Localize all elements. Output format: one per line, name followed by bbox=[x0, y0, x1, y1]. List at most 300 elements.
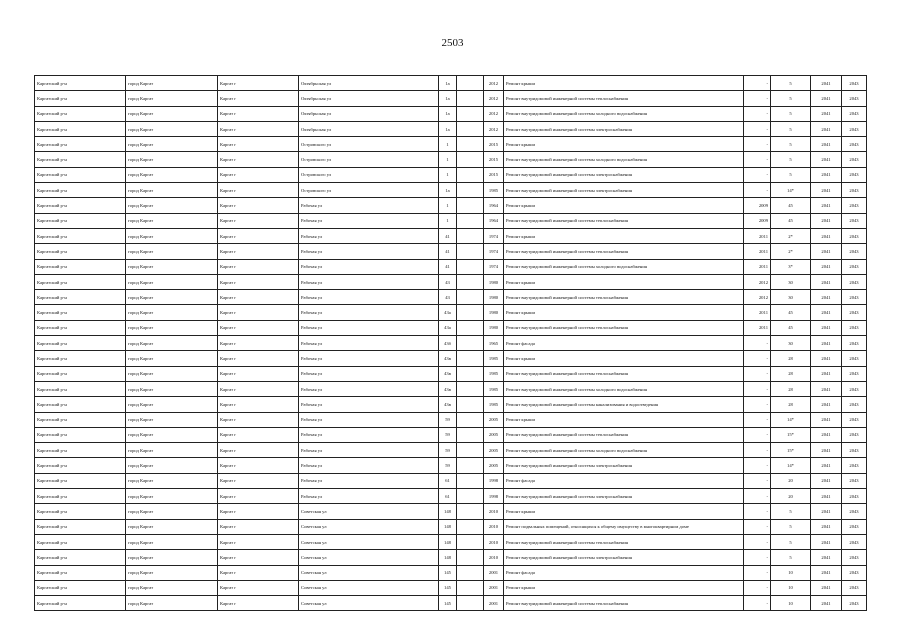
year-built-cell: 2012 bbox=[484, 121, 504, 136]
settlement-cell: Каргат г bbox=[218, 259, 299, 274]
district-cell: Каргатский р-н bbox=[35, 76, 126, 91]
street-cell: Советская ул bbox=[299, 519, 439, 534]
table-row bbox=[35, 580, 867, 595]
work-type-cell: Ремонт крыши bbox=[504, 228, 744, 243]
plan-start-cell: 2041 bbox=[811, 228, 842, 243]
municipality-cell: город Каргат bbox=[126, 290, 218, 305]
work-type-cell: Ремонт внутридомовой инженерной системы теплоснабжения bbox=[504, 427, 744, 442]
street-cell: Рабочая ул bbox=[299, 489, 439, 504]
table-row bbox=[35, 534, 867, 549]
wear-cell: 14* bbox=[771, 183, 811, 198]
wear-cell: 5 bbox=[771, 152, 811, 167]
street-cell: Советская ул bbox=[299, 580, 439, 595]
year-built-cell: 2015 bbox=[484, 167, 504, 182]
wear-cell: 28 bbox=[771, 351, 811, 366]
table-row bbox=[35, 290, 867, 305]
last-repair-cell: 2012 bbox=[744, 274, 771, 289]
municipality-cell: город Каргат bbox=[126, 458, 218, 473]
year-built-cell: 1974 bbox=[484, 259, 504, 274]
year-built-cell: 1980 bbox=[484, 320, 504, 335]
plan-end-cell: 2043 bbox=[842, 351, 867, 366]
year-built-cell: 2010 bbox=[484, 519, 504, 534]
last-repair-cell: - bbox=[744, 137, 771, 152]
plan-start-cell: 2041 bbox=[811, 397, 842, 412]
work-type-cell: Ремонт внутридомовой инженерной системы теплоснабжения bbox=[504, 320, 744, 335]
work-type-cell: Ремонт внутридомовой инженерной системы электроснабжения bbox=[504, 489, 744, 504]
wear-cell: 5 bbox=[771, 534, 811, 549]
year-built-cell: 2010 bbox=[484, 504, 504, 519]
building-cell bbox=[457, 458, 484, 473]
street-cell: Рабочая ул bbox=[299, 458, 439, 473]
settlement-cell: Каргат г bbox=[218, 336, 299, 351]
municipality-cell: город Каргат bbox=[126, 244, 218, 259]
building-cell bbox=[457, 443, 484, 458]
last-repair-cell: - bbox=[744, 596, 771, 611]
street-cell: Рабочая ул bbox=[299, 336, 439, 351]
settlement-cell: Каргат г bbox=[218, 244, 299, 259]
table-row bbox=[35, 198, 867, 213]
plan-end-cell: 2043 bbox=[842, 534, 867, 549]
plan-start-cell: 2041 bbox=[811, 137, 842, 152]
plan-start-cell: 2041 bbox=[811, 183, 842, 198]
year-built-cell: 1980 bbox=[484, 274, 504, 289]
municipality-cell: город Каргат bbox=[126, 121, 218, 136]
table-row bbox=[35, 121, 867, 136]
municipality-cell: город Каргат bbox=[126, 152, 218, 167]
municipality-cell: город Каргат bbox=[126, 336, 218, 351]
municipality-cell: город Каргат bbox=[126, 76, 218, 91]
house-cell: 148 bbox=[439, 550, 457, 565]
plan-start-cell: 2041 bbox=[811, 152, 842, 167]
settlement-cell: Каргат г bbox=[218, 473, 299, 488]
work-type-cell: Ремонт крыши bbox=[504, 351, 744, 366]
plan-end-cell: 2043 bbox=[842, 381, 867, 396]
settlement-cell: Каргат г bbox=[218, 198, 299, 213]
last-repair-cell: - bbox=[744, 106, 771, 121]
plan-start-cell: 2041 bbox=[811, 412, 842, 427]
year-built-cell: 2012 bbox=[484, 91, 504, 106]
year-built-cell: 2005 bbox=[484, 412, 504, 427]
year-built-cell: 2010 bbox=[484, 534, 504, 549]
year-built-cell: 2001 bbox=[484, 596, 504, 611]
municipality-cell: город Каргат bbox=[126, 550, 218, 565]
street-cell: Рабочая ул bbox=[299, 320, 439, 335]
plan-end-cell: 2043 bbox=[842, 504, 867, 519]
settlement-cell: Каргат г bbox=[218, 366, 299, 381]
house-cell: 61 bbox=[439, 489, 457, 504]
wear-cell: 14* bbox=[771, 412, 811, 427]
house-cell: 145 bbox=[439, 580, 457, 595]
building-cell bbox=[457, 183, 484, 198]
district-cell: Каргатский р-н bbox=[35, 366, 126, 381]
municipality-cell: город Каргат bbox=[126, 305, 218, 320]
plan-start-cell: 2041 bbox=[811, 76, 842, 91]
building-cell bbox=[457, 228, 484, 243]
last-repair-cell: - bbox=[744, 580, 771, 595]
municipality-cell: город Каргат bbox=[126, 198, 218, 213]
house-cell: 43в bbox=[439, 366, 457, 381]
wear-cell: 15* bbox=[771, 443, 811, 458]
work-type-cell: Ремонт внутридомовой инженерной системы теплоснабжения bbox=[504, 91, 744, 106]
street-cell: Рабочая ул bbox=[299, 259, 439, 274]
year-built-cell: 1985 bbox=[484, 366, 504, 381]
settlement-cell: Каргат г bbox=[218, 152, 299, 167]
plan-end-cell: 2043 bbox=[842, 443, 867, 458]
building-cell bbox=[457, 305, 484, 320]
work-type-cell: Ремонт фасада bbox=[504, 473, 744, 488]
plan-start-cell: 2041 bbox=[811, 320, 842, 335]
settlement-cell: Каргат г bbox=[218, 290, 299, 305]
plan-end-cell: 2043 bbox=[842, 412, 867, 427]
house-cell: 1а bbox=[439, 76, 457, 91]
house-cell: 61 bbox=[439, 473, 457, 488]
building-cell bbox=[457, 213, 484, 228]
work-type-cell: Ремонт внутридомовой инженерной системы теплоснабжения bbox=[504, 366, 744, 381]
street-cell: Октябрьская ул bbox=[299, 91, 439, 106]
plan-end-cell: 2043 bbox=[842, 76, 867, 91]
house-cell: 43 bbox=[439, 290, 457, 305]
work-type-cell: Ремонт внутридомовой инженерной системы холодного водоснабжения bbox=[504, 152, 744, 167]
year-built-cell: 2001 bbox=[484, 565, 504, 580]
plan-start-cell: 2041 bbox=[811, 351, 842, 366]
work-type-cell: Ремонт внутридомовой инженерной системы электроснабжения bbox=[504, 121, 744, 136]
building-cell bbox=[457, 91, 484, 106]
building-cell bbox=[457, 121, 484, 136]
table-row bbox=[35, 504, 867, 519]
district-cell: Каргатский р-н bbox=[35, 534, 126, 549]
street-cell: Рабочая ул bbox=[299, 274, 439, 289]
plan-start-cell: 2041 bbox=[811, 504, 842, 519]
work-type-cell: Ремонт внутридомовой инженерной системы теплоснабжения bbox=[504, 596, 744, 611]
street-cell: Рабочая ул bbox=[299, 427, 439, 442]
street-cell: Островского ул bbox=[299, 152, 439, 167]
plan-start-cell: 2041 bbox=[811, 106, 842, 121]
plan-end-cell: 2043 bbox=[842, 320, 867, 335]
last-repair-cell: - bbox=[744, 427, 771, 442]
settlement-cell: Каргат г bbox=[218, 458, 299, 473]
plan-start-cell: 2041 bbox=[811, 458, 842, 473]
table-row bbox=[35, 91, 867, 106]
table-row bbox=[35, 596, 867, 611]
plan-end-cell: 2043 bbox=[842, 580, 867, 595]
building-cell bbox=[457, 381, 484, 396]
wear-cell: 45 bbox=[771, 213, 811, 228]
year-built-cell: 2005 bbox=[484, 458, 504, 473]
building-cell bbox=[457, 244, 484, 259]
building-cell bbox=[457, 336, 484, 351]
table-row bbox=[35, 519, 867, 534]
house-cell: 1 bbox=[439, 167, 457, 182]
plan-end-cell: 2043 bbox=[842, 565, 867, 580]
year-built-cell: 1980 bbox=[484, 305, 504, 320]
last-repair-cell: 2011 bbox=[744, 228, 771, 243]
house-cell: 41 bbox=[439, 244, 457, 259]
last-repair-cell: - bbox=[744, 458, 771, 473]
table-row bbox=[35, 458, 867, 473]
building-cell bbox=[457, 366, 484, 381]
plan-start-cell: 2041 bbox=[811, 167, 842, 182]
last-repair-cell: 2012 bbox=[744, 290, 771, 305]
street-cell: Рабочая ул bbox=[299, 366, 439, 381]
house-cell: 1а bbox=[439, 91, 457, 106]
plan-start-cell: 2041 bbox=[811, 336, 842, 351]
last-repair-cell: 2011 bbox=[744, 305, 771, 320]
table-row bbox=[35, 152, 867, 167]
plan-start-cell: 2041 bbox=[811, 534, 842, 549]
wear-cell: 3* bbox=[771, 259, 811, 274]
plan-end-cell: 2043 bbox=[842, 596, 867, 611]
year-built-cell: 1985 bbox=[484, 183, 504, 198]
table-row bbox=[35, 183, 867, 198]
settlement-cell: Каргат г bbox=[218, 351, 299, 366]
wear-cell: 28 bbox=[771, 397, 811, 412]
table-row bbox=[35, 473, 867, 488]
building-cell bbox=[457, 565, 484, 580]
wear-cell: 14* bbox=[771, 458, 811, 473]
municipality-cell: город Каргат bbox=[126, 489, 218, 504]
plan-end-cell: 2043 bbox=[842, 91, 867, 106]
plan-start-cell: 2041 bbox=[811, 519, 842, 534]
house-cell: 1 bbox=[439, 152, 457, 167]
settlement-cell: Каргат г bbox=[218, 412, 299, 427]
last-repair-cell: - bbox=[744, 519, 771, 534]
street-cell: Октябрьская ул bbox=[299, 76, 439, 91]
district-cell: Каргатский р-н bbox=[35, 320, 126, 335]
last-repair-cell: 2011 bbox=[744, 259, 771, 274]
settlement-cell: Каргат г bbox=[218, 91, 299, 106]
house-cell: 1а bbox=[439, 183, 457, 198]
district-cell: Каргатский р-н bbox=[35, 228, 126, 243]
wear-cell: 2* bbox=[771, 228, 811, 243]
house-cell: 59 bbox=[439, 443, 457, 458]
work-type-cell: Ремонт крыши bbox=[504, 305, 744, 320]
municipality-cell: город Каргат bbox=[126, 534, 218, 549]
district-cell: Каргатский р-н bbox=[35, 412, 126, 427]
work-type-cell: Ремонт внутридомовой инженерной системы канализования и водоотведения bbox=[504, 397, 744, 412]
year-built-cell: 1998 bbox=[484, 473, 504, 488]
plan-start-cell: 2041 bbox=[811, 580, 842, 595]
house-cell: 1 bbox=[439, 213, 457, 228]
street-cell: Октябрьская ул bbox=[299, 106, 439, 121]
building-cell bbox=[457, 519, 484, 534]
plan-start-cell: 2041 bbox=[811, 290, 842, 305]
wear-cell: 10 bbox=[771, 596, 811, 611]
settlement-cell: Каргат г bbox=[218, 121, 299, 136]
house-cell: 43 bbox=[439, 274, 457, 289]
work-type-cell: Ремонт крыши bbox=[504, 504, 744, 519]
municipality-cell: город Каргат bbox=[126, 259, 218, 274]
plan-start-cell: 2041 bbox=[811, 381, 842, 396]
work-type-cell: Ремонт внутридомовой инженерной системы электроснабжения bbox=[504, 550, 744, 565]
plan-end-cell: 2043 bbox=[842, 550, 867, 565]
district-cell: Каргатский р-н bbox=[35, 427, 126, 442]
page-number: 2503 bbox=[441, 37, 464, 49]
street-cell: Рабочая ул bbox=[299, 290, 439, 305]
last-repair-cell: - bbox=[744, 397, 771, 412]
settlement-cell: Каргат г bbox=[218, 596, 299, 611]
plan-start-cell: 2041 bbox=[811, 121, 842, 136]
building-cell bbox=[457, 274, 484, 289]
work-type-cell: Ремонт внутридомовой инженерной системы электроснабжения bbox=[504, 458, 744, 473]
plan-start-cell: 2041 bbox=[811, 259, 842, 274]
work-type-cell: Ремонт внутридомовой инженерной системы теплоснабжения bbox=[504, 534, 744, 549]
wear-cell: 5 bbox=[771, 167, 811, 182]
plan-start-cell: 2041 bbox=[811, 596, 842, 611]
building-cell bbox=[457, 259, 484, 274]
year-built-cell: 1974 bbox=[484, 244, 504, 259]
house-cell: 59 bbox=[439, 458, 457, 473]
plan-end-cell: 2043 bbox=[842, 473, 867, 488]
house-cell: 43в bbox=[439, 397, 457, 412]
municipality-cell: город Каргат bbox=[126, 91, 218, 106]
wear-cell: 5 bbox=[771, 121, 811, 136]
plan-start-cell: 2041 bbox=[811, 443, 842, 458]
district-cell: Каргатский р-н bbox=[35, 381, 126, 396]
building-cell bbox=[457, 412, 484, 427]
street-cell: Рабочая ул bbox=[299, 443, 439, 458]
table-row bbox=[35, 305, 867, 320]
building-cell bbox=[457, 167, 484, 182]
house-cell: 145 bbox=[439, 596, 457, 611]
house-cell: 145 bbox=[439, 565, 457, 580]
wear-cell: 5 bbox=[771, 550, 811, 565]
plan-start-cell: 2041 bbox=[811, 473, 842, 488]
plan-start-cell: 2041 bbox=[811, 366, 842, 381]
district-cell: Каргатский р-н bbox=[35, 213, 126, 228]
plan-start-cell: 2041 bbox=[811, 565, 842, 580]
wear-cell: 10 bbox=[771, 565, 811, 580]
district-cell: Каргатский р-н bbox=[35, 504, 126, 519]
work-type-cell: Ремонт фасада bbox=[504, 336, 744, 351]
building-cell bbox=[457, 397, 484, 412]
plan-end-cell: 2043 bbox=[842, 228, 867, 243]
settlement-cell: Каргат г bbox=[218, 167, 299, 182]
plan-end-cell: 2043 bbox=[842, 274, 867, 289]
year-built-cell: 1985 bbox=[484, 351, 504, 366]
house-cell: 148 bbox=[439, 504, 457, 519]
district-cell: Каргатский р-н bbox=[35, 198, 126, 213]
district-cell: Каргатский р-н bbox=[35, 183, 126, 198]
building-cell bbox=[457, 152, 484, 167]
settlement-cell: Каргат г bbox=[218, 183, 299, 198]
last-repair-cell: 2011 bbox=[744, 320, 771, 335]
district-cell: Каргатский р-н bbox=[35, 565, 126, 580]
work-type-cell: Ремонт подвальных помещений, относящихся к общему имуществу в многоквартирном доме bbox=[504, 519, 744, 534]
house-cell: 43б bbox=[439, 336, 457, 351]
district-cell: Каргатский р-н bbox=[35, 91, 126, 106]
district-cell: Каргатский р-н bbox=[35, 489, 126, 504]
table-row bbox=[35, 351, 867, 366]
work-type-cell: Ремонт внутридомовой инженерной системы теплоснабжения bbox=[504, 290, 744, 305]
plan-start-cell: 2041 bbox=[811, 244, 842, 259]
year-built-cell: 1998 bbox=[484, 489, 504, 504]
wear-cell: 5 bbox=[771, 504, 811, 519]
street-cell: Октябрьская ул bbox=[299, 121, 439, 136]
street-cell: Рабочая ул bbox=[299, 397, 439, 412]
municipality-cell: город Каргат bbox=[126, 351, 218, 366]
last-repair-cell: - bbox=[744, 565, 771, 580]
wear-cell: 28 bbox=[771, 381, 811, 396]
wear-cell: 28 bbox=[771, 366, 811, 381]
district-cell: Каргатский р-н bbox=[35, 167, 126, 182]
table-row bbox=[35, 397, 867, 412]
house-cell: 1 bbox=[439, 198, 457, 213]
plan-end-cell: 2043 bbox=[842, 152, 867, 167]
district-cell: Каргатский р-н bbox=[35, 290, 126, 305]
plan-end-cell: 2043 bbox=[842, 106, 867, 121]
last-repair-cell: 2011 bbox=[744, 244, 771, 259]
street-cell: Советская ул bbox=[299, 534, 439, 549]
street-cell: Рабочая ул bbox=[299, 412, 439, 427]
wear-cell: 45 bbox=[771, 305, 811, 320]
house-cell: 59 bbox=[439, 412, 457, 427]
plan-start-cell: 2041 bbox=[811, 91, 842, 106]
building-cell bbox=[457, 198, 484, 213]
table-row bbox=[35, 336, 867, 351]
last-repair-cell: - bbox=[744, 550, 771, 565]
table-row bbox=[35, 366, 867, 381]
building-cell bbox=[457, 76, 484, 91]
work-type-cell: Ремонт фасада bbox=[504, 565, 744, 580]
plan-end-cell: 2043 bbox=[842, 305, 867, 320]
building-cell bbox=[457, 427, 484, 442]
district-cell: Каргатский р-н bbox=[35, 580, 126, 595]
settlement-cell: Каргат г bbox=[218, 320, 299, 335]
work-type-cell: Ремонт внутридомовой инженерной системы холодного водоснабжения bbox=[504, 381, 744, 396]
settlement-cell: Каргат г bbox=[218, 534, 299, 549]
street-cell: Рабочая ул bbox=[299, 473, 439, 488]
building-cell bbox=[457, 473, 484, 488]
plan-start-cell: 2041 bbox=[811, 213, 842, 228]
last-repair-cell: 2009 bbox=[744, 198, 771, 213]
year-built-cell: 2012 bbox=[484, 106, 504, 121]
last-repair-cell: - bbox=[744, 473, 771, 488]
wear-cell: 20 bbox=[771, 473, 811, 488]
municipality-cell: город Каргат bbox=[126, 213, 218, 228]
street-cell: Советская ул bbox=[299, 550, 439, 565]
settlement-cell: Каргат г bbox=[218, 489, 299, 504]
house-cell: 148 bbox=[439, 519, 457, 534]
plan-start-cell: 2041 bbox=[811, 305, 842, 320]
municipality-cell: город Каргат bbox=[126, 381, 218, 396]
work-type-cell: Ремонт внутридомовой инженерной системы электроснабжения bbox=[504, 167, 744, 182]
street-cell: Островского ул bbox=[299, 137, 439, 152]
year-built-cell: 2015 bbox=[484, 137, 504, 152]
settlement-cell: Каргат г bbox=[218, 519, 299, 534]
table-row bbox=[35, 228, 867, 243]
plan-end-cell: 2043 bbox=[842, 397, 867, 412]
district-cell: Каргатский р-н bbox=[35, 121, 126, 136]
settlement-cell: Каргат г bbox=[218, 504, 299, 519]
district-cell: Каргатский р-н bbox=[35, 336, 126, 351]
last-repair-cell: - bbox=[744, 91, 771, 106]
table-row bbox=[35, 213, 867, 228]
last-repair-cell: - bbox=[744, 152, 771, 167]
wear-cell: 5 bbox=[771, 106, 811, 121]
settlement-cell: Каргат г bbox=[218, 305, 299, 320]
table-row bbox=[35, 259, 867, 274]
street-cell: Рабочая ул bbox=[299, 351, 439, 366]
table-row bbox=[35, 427, 867, 442]
wear-cell: 5 bbox=[771, 137, 811, 152]
building-cell bbox=[457, 534, 484, 549]
house-cell: 1 bbox=[439, 137, 457, 152]
house-cell: 43а bbox=[439, 320, 457, 335]
table-row bbox=[35, 76, 867, 91]
wear-cell: 5 bbox=[771, 519, 811, 534]
street-cell: Рабочая ул bbox=[299, 198, 439, 213]
year-built-cell: 2015 bbox=[484, 152, 504, 167]
